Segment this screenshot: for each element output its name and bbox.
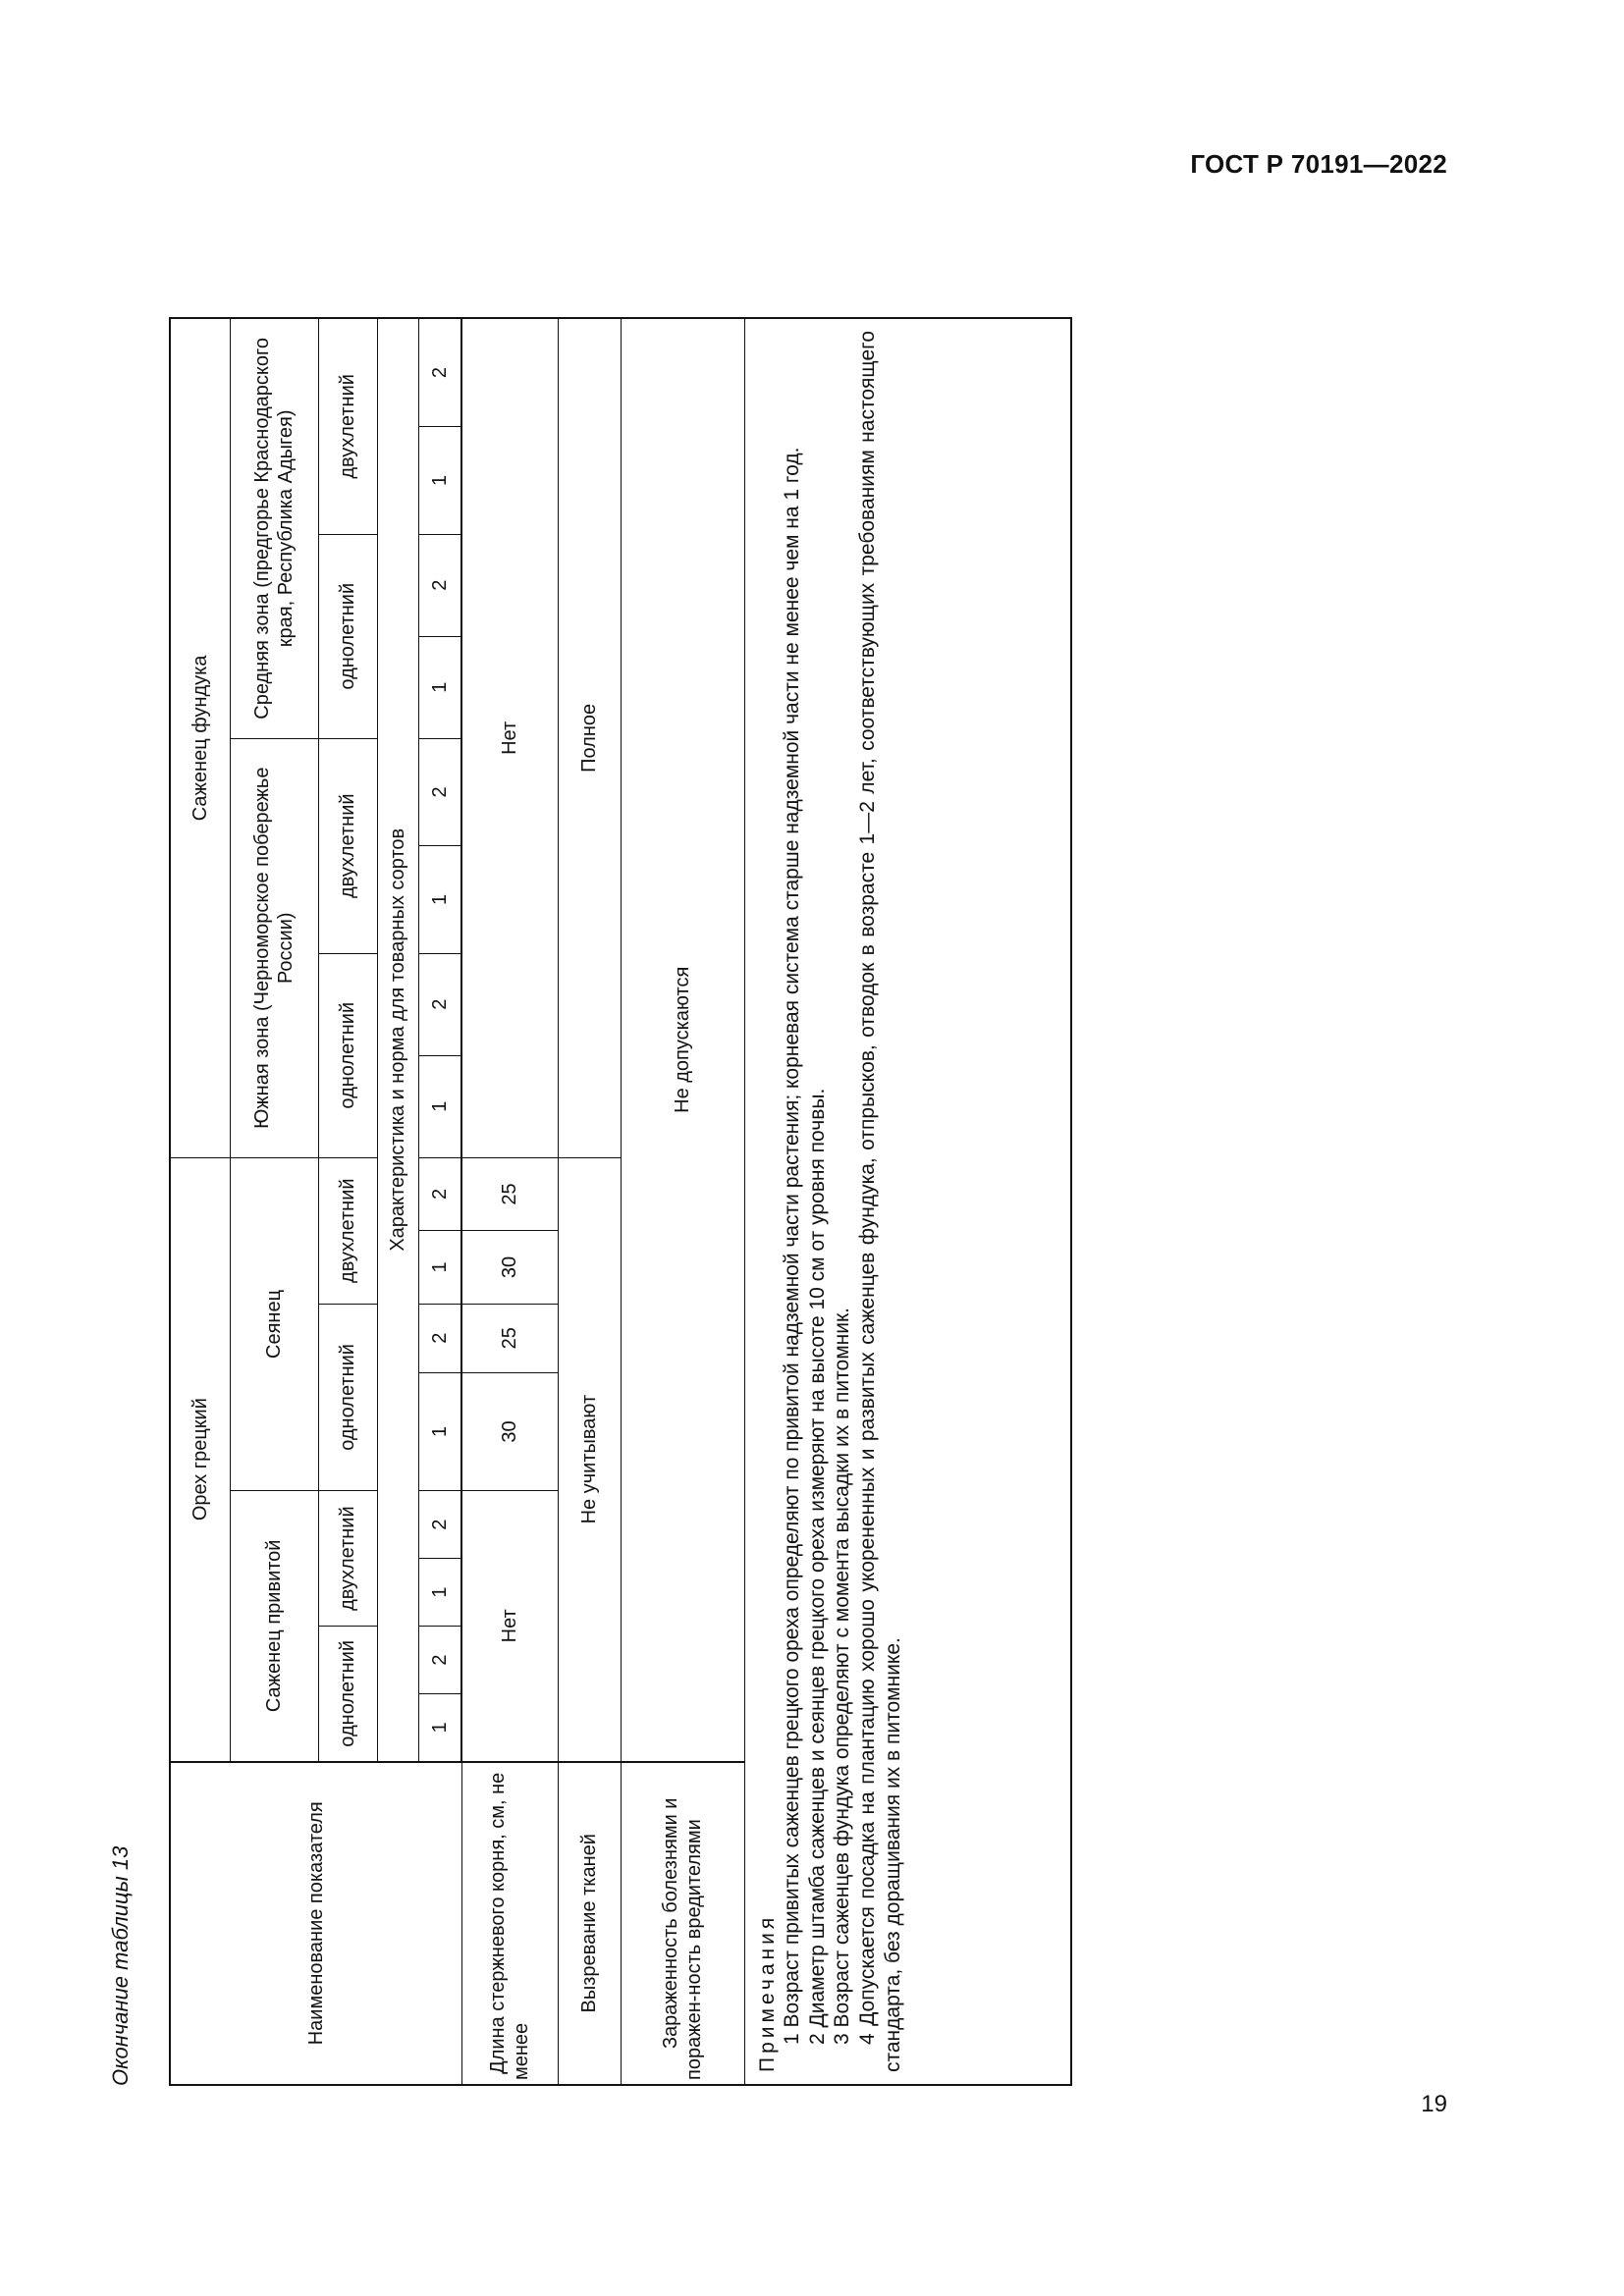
grade-2: 2 — [418, 953, 461, 1055]
cell-grafted-root-length: Нет — [461, 1491, 558, 1762]
grade-2: 2 — [418, 738, 461, 845]
age-two-year: двухлетний — [318, 1491, 377, 1627]
cell-hazel-tissue: Полное — [558, 319, 621, 1157]
note-item: 3 Возраст саженцев фундука определяют с момента высадки их в питомник. — [831, 1308, 854, 2045]
group-walnut: Орех грецкий — [171, 1157, 230, 1761]
note-item: 2 Диаметр штамба саженцев и сеянцев грецкого ореха измеряют на высоте 10 см от уровня почвы. — [805, 1088, 829, 2045]
grade-1: 1 — [418, 636, 461, 738]
cell-seedling-1y-g1: 30 — [461, 1372, 558, 1490]
grade-2: 2 — [418, 1304, 461, 1372]
characteristic-label: Характеристика и норма для товарных сортов — [377, 319, 418, 1762]
table-frame — [169, 317, 1072, 2086]
subgroup-seedling: Сеянец — [230, 1157, 318, 1490]
table-caption: Окончание таблицы 13 — [108, 1845, 133, 2086]
age-two-year: двухлетний — [318, 1157, 377, 1304]
note-item: 4 Допускается посадка на плантацию хорошо укорененных и развитых саженцев фундука, отпрысков, отводок в возрасте 1—2 лет, соответствующих требованиям настоящего стандарта, без доращивания их в питомнике. — [855, 331, 904, 2072]
age-two-year: двухлетний — [318, 738, 377, 953]
page-number: 19 — [1421, 2091, 1447, 2117]
grade-2: 2 — [418, 1157, 461, 1230]
grade-1: 1 — [418, 846, 461, 953]
cell-disease-all: Не допускаются — [621, 319, 744, 1762]
group-hazel: Саженец фундука — [171, 319, 230, 1157]
cell-seedling-2y-g1: 30 — [461, 1231, 558, 1304]
age-one-year: однолетний — [318, 534, 377, 738]
age-one-year: однолетний — [318, 1627, 377, 1762]
subgroup-middle-zone: Средняя зона (предгорье Краснодарского края, Республика Адыгея) — [230, 319, 318, 738]
subgroup-south-zone: Южная зона (Черноморское побережье России) — [230, 738, 318, 1157]
row-name-root-length: Длина стержневого корня, см, не менее — [461, 1762, 558, 2084]
grade-1: 1 — [418, 1231, 461, 1304]
row-name-tissue: Вызревание тканей — [558, 1762, 621, 2084]
cell-walnut-tissue: Не учитывают — [558, 1157, 621, 1761]
table-notes — [745, 319, 914, 2084]
grade-1: 1 — [418, 1372, 461, 1490]
notes-title: Примечания — [755, 1913, 779, 2072]
row-name-disease: Зараженность болезнями и поражен-ность вредителями — [621, 1762, 744, 2084]
grade-1: 1 — [418, 427, 461, 534]
document-code: ГОСТ Р 70191—2022 — [1190, 149, 1447, 179]
grade-2: 2 — [418, 1627, 461, 1694]
subgroup-grafted: Саженец привитой — [230, 1491, 318, 1762]
grade-1: 1 — [418, 1694, 461, 1762]
cell-hazel-root-length: Нет — [461, 319, 558, 1157]
grade-2: 2 — [418, 534, 461, 636]
age-one-year: однолетний — [318, 953, 377, 1157]
note-item: 1 Возраст привитых саженцев грецкого ореха определяют по привитой надземной части растения; корневая система старше надземной части не менее чем на 1 год. — [781, 447, 804, 2045]
grade-1: 1 — [418, 1559, 461, 1627]
age-two-year: двухлетний — [318, 319, 377, 534]
grade-2: 2 — [418, 319, 461, 427]
grade-2: 2 — [418, 1491, 461, 1559]
seedling-quality-table — [171, 319, 745, 2084]
cell-seedling-1y-g2: 25 — [461, 1304, 558, 1372]
grade-1: 1 — [418, 1055, 461, 1157]
rotated-table-sheet — [108, 221, 1090, 2086]
name-header: Наименование показателя — [171, 1762, 461, 2084]
cell-seedling-2y-g2: 25 — [461, 1157, 558, 1230]
age-one-year: однолетний — [318, 1304, 377, 1491]
